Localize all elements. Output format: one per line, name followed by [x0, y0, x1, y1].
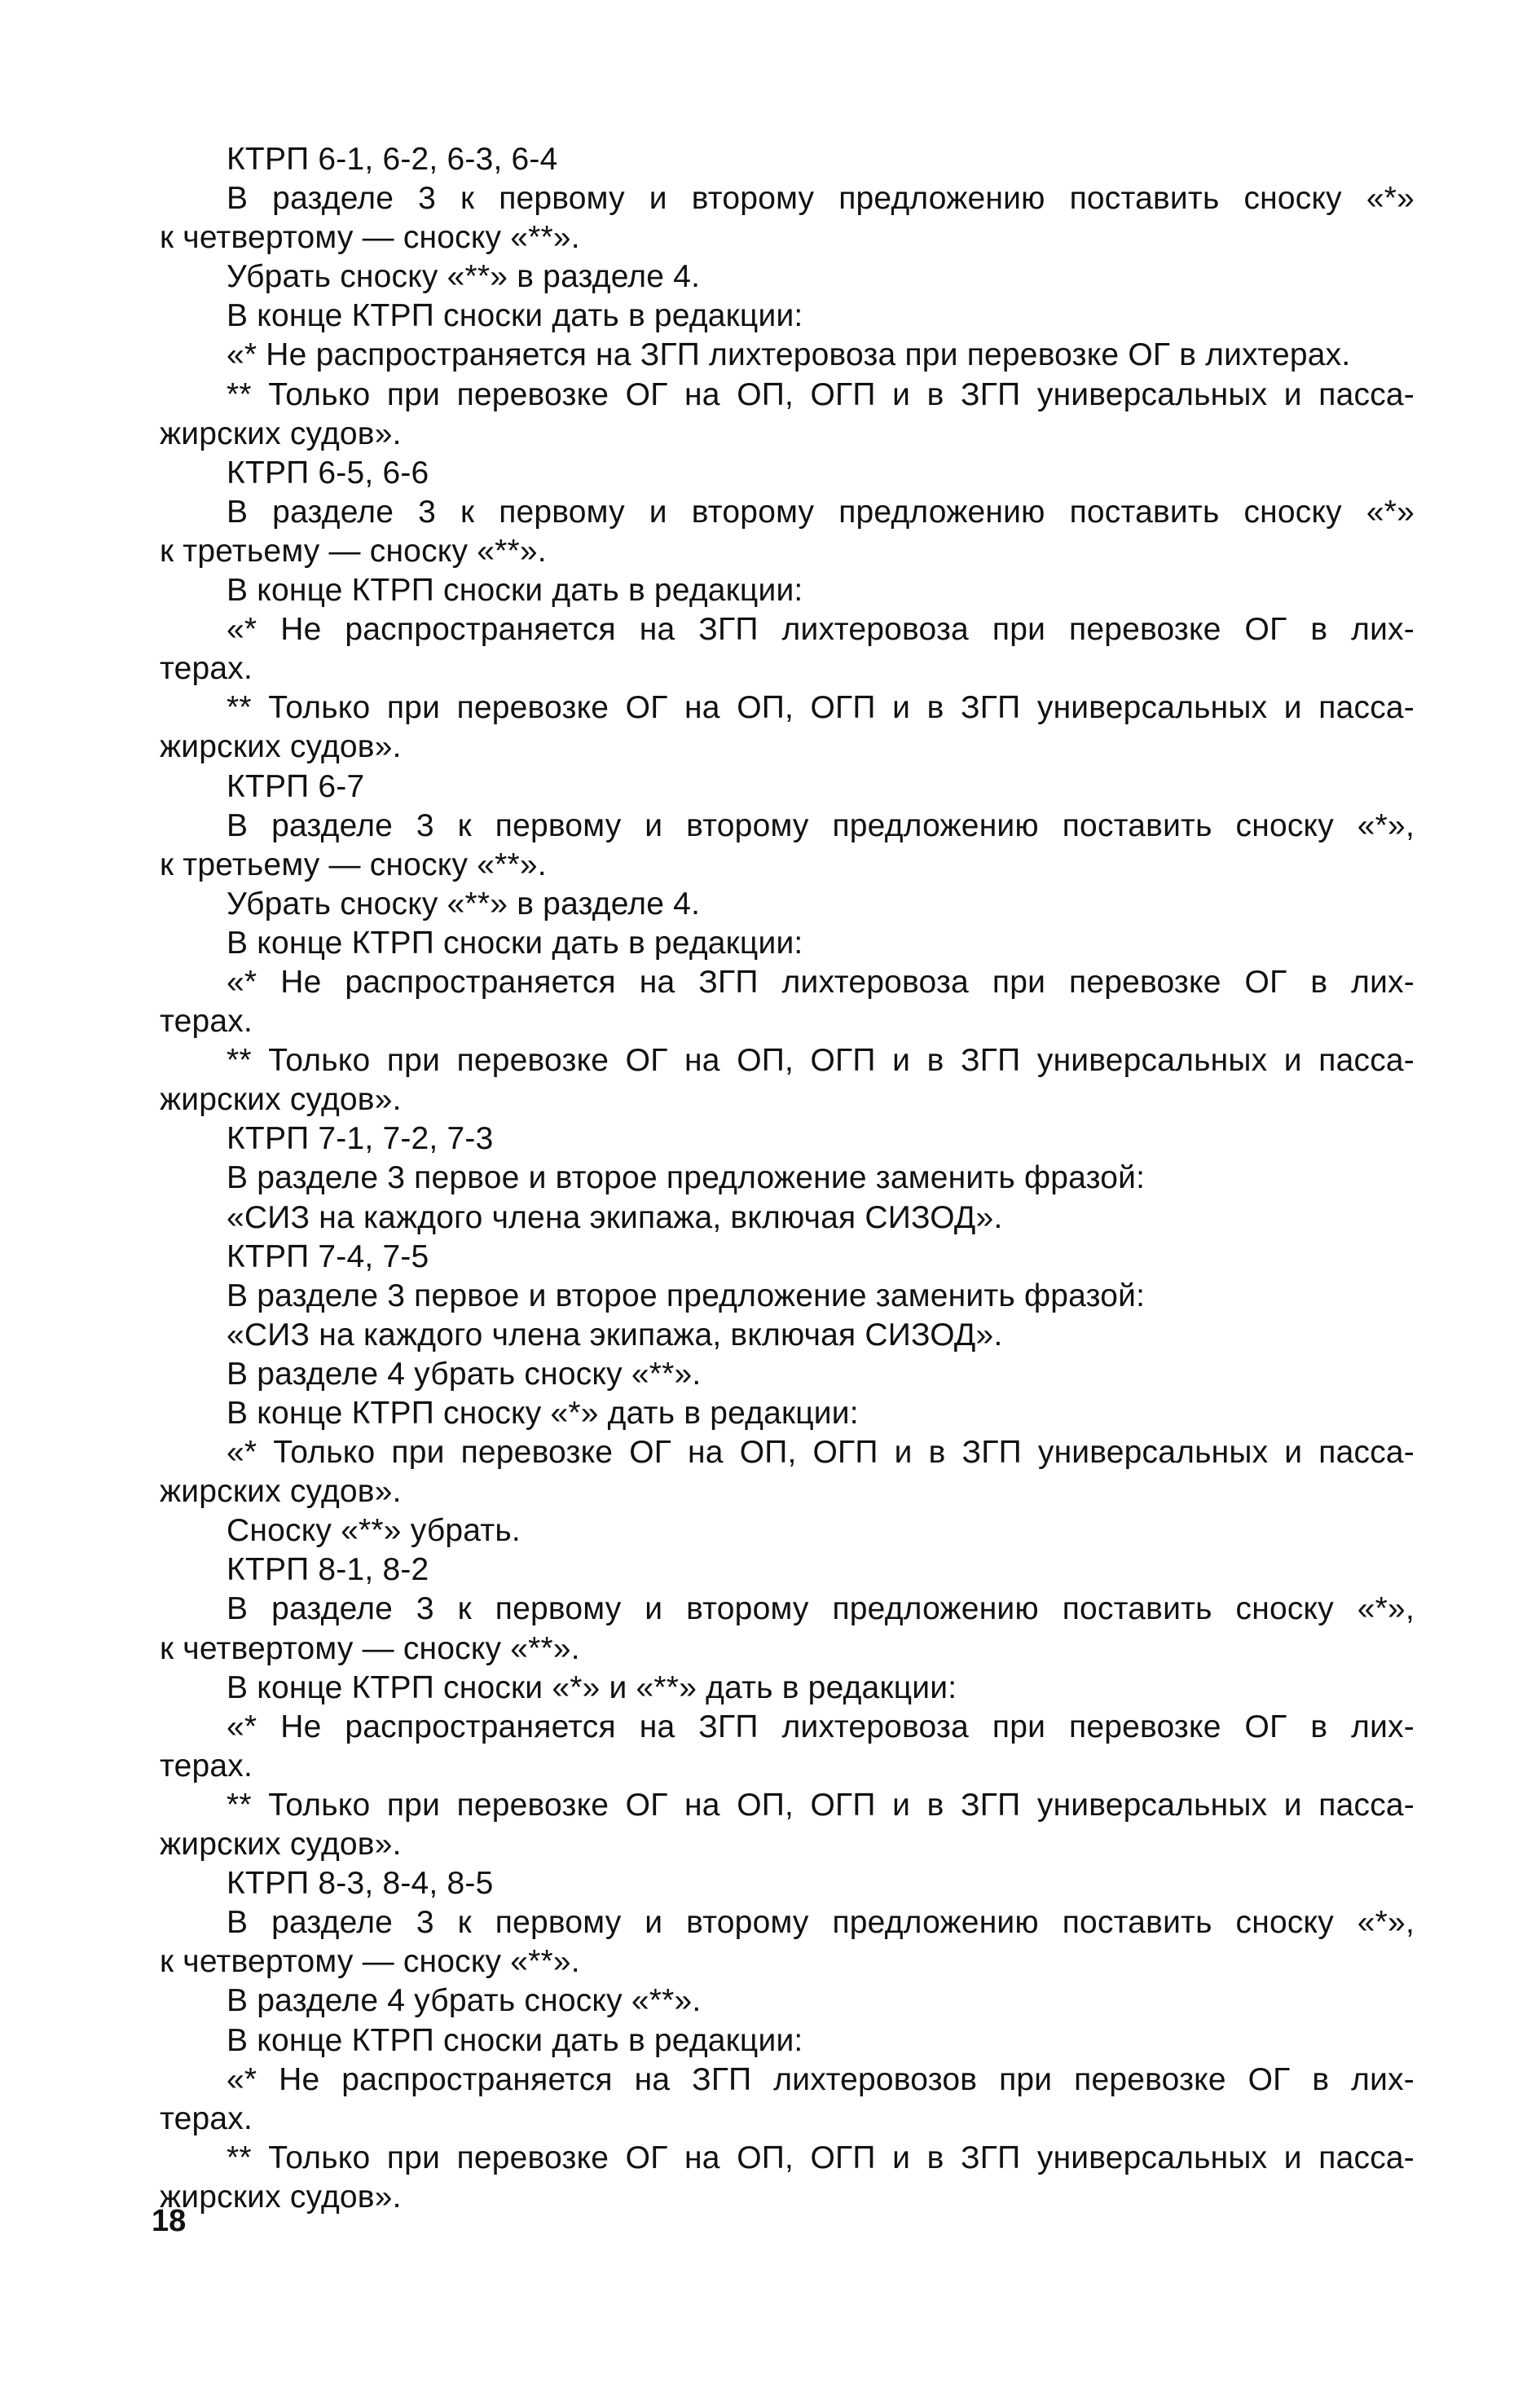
text-line: В разделе 3 к первому и второму предложению поставить сноску «*» — [227, 494, 1415, 530]
text-line: В разделе 3 первое и второе предложение заменить фразой: — [227, 1160, 1146, 1196]
text-line: В разделе 3 к первому и второму предложению поставить сноску «*» — [227, 181, 1415, 217]
footnote-line: терах. — [160, 651, 253, 687]
text-line: к четвертому — сноску «**». — [160, 220, 580, 256]
footnote-line: «* Не распространяется на ЗГП лихтеровоза при перевозке ОГ в лих- — [227, 1709, 1415, 1744]
page-number: 18 — [152, 2204, 187, 2238]
footnote-line: жирских судов». — [160, 1474, 402, 1510]
section-heading: КТРП 8-1, 8-2 — [227, 1552, 429, 1588]
text-line: В разделе 4 убрать сноску «**». — [227, 1356, 702, 1392]
text-line: В конце КТРП сноски дать в редакции: — [227, 298, 803, 334]
footnote-line: жирских судов». — [160, 2179, 402, 2215]
section-heading: КТРП 6-7 — [227, 768, 365, 804]
text-line: В разделе 4 убрать сноску «**». — [227, 1983, 702, 2019]
section-heading: КТРП 7-4, 7-5 — [227, 1238, 429, 1274]
section-heading: КТРП 6-1, 6-2, 6-3, 6-4 — [227, 142, 558, 177]
text-line: В конце КТРП сноски дать в редакции: — [227, 573, 803, 609]
footnote-line: ** Только при перевозке ОГ на ОП, ОГП и в ЗГП универсальных и пасса- — [227, 1043, 1415, 1079]
footnote-line: «* Не распространяется на ЗГП лихтеровоза при перевозке ОГ в лихтерах. — [227, 337, 1351, 373]
text-line: В конце КТРП сноски «*» и «**» дать в редакции: — [227, 1669, 957, 1705]
text-line: Убрать сноску «**» в разделе 4. — [227, 886, 701, 921]
footnote-line: ** Только при перевозке ОГ на ОП, ОГП и в ЗГП универсальных и пасса- — [227, 690, 1415, 726]
text-line: к третьему — сноску «**». — [160, 533, 547, 569]
text-line: В разделе 3 к первому и второму предложению поставить сноску «*», — [227, 1905, 1415, 1941]
text-line: В конце КТРП сноски дать в редакции: — [227, 925, 803, 961]
document-body — [160, 140, 1415, 2217]
text-line: В разделе 3 первое и второе предложение заменить фразой: — [227, 1278, 1146, 1313]
footnote-line: жирских судов». — [160, 729, 402, 765]
footnote-line: «* Только при перевозке ОГ на ОП, ОГП и в ЗГП универсальных и пасса- — [227, 1435, 1415, 1471]
text-line: к третьему — сноску «**». — [160, 847, 547, 882]
footnote-line: терах. — [160, 1748, 253, 1784]
footnote-line: ** Только при перевозке ОГ на ОП, ОГП и в ЗГП универсальных и пасса- — [227, 2140, 1415, 2175]
text-line: Убрать сноску «**» в разделе 4. — [227, 259, 701, 295]
text-line: «СИЗ на каждого члена экипажа, включая СИЗОД». — [227, 1199, 1003, 1235]
footnote-line: ** Только при перевозке ОГ на ОП, ОГП и в ЗГП универсальных и пасса- — [227, 376, 1415, 412]
section-heading: КТРП 6-5, 6-6 — [227, 455, 429, 490]
footnote-line: терах. — [160, 2100, 253, 2136]
text-line: к четвертому — сноску «**». — [160, 1630, 580, 1666]
footnote-line: жирских судов». — [160, 1082, 402, 1118]
text-line: к четвертому — сноску «**». — [160, 1944, 580, 1980]
footnote-line: «* Не распространяется на ЗГП лихтеровоза при перевозке ОГ в лих- — [227, 964, 1415, 1000]
text-line: В разделе 3 к первому и второму предложению поставить сноску «*», — [227, 1591, 1415, 1627]
text-line: «СИЗ на каждого члена экипажа, включая СИЗОД». — [227, 1317, 1003, 1353]
footnote-line: «* Не распространяется на ЗГП лихтеровозов при перевозке ОГ в лих- — [227, 2061, 1415, 2097]
footnote-line: ** Только при перевозке ОГ на ОП, ОГП и в ЗГП универсальных и пасса- — [227, 1787, 1415, 1823]
section-heading: КТРП 7-1, 7-2, 7-3 — [227, 1121, 494, 1157]
footnote-line: жирских судов». — [160, 1827, 402, 1863]
text-line: В разделе 3 к первому и второму предложению поставить сноску «*», — [227, 807, 1415, 843]
text-line: Сноску «**» убрать. — [227, 1513, 521, 1549]
footnote-line: «* Не распространяется на ЗГП лихтеровоза при перевозке ОГ в лих- — [227, 612, 1415, 648]
text-line: В конце КТРП сноски дать в редакции: — [227, 2022, 803, 2058]
text-line: В конце КТРП сноску «*» дать в редакции: — [227, 1396, 859, 1431]
section-heading: КТРП 8-3, 8-4, 8-5 — [227, 1866, 494, 1902]
footnote-line: жирских судов». — [160, 416, 402, 451]
footnote-line: терах. — [160, 1004, 253, 1040]
